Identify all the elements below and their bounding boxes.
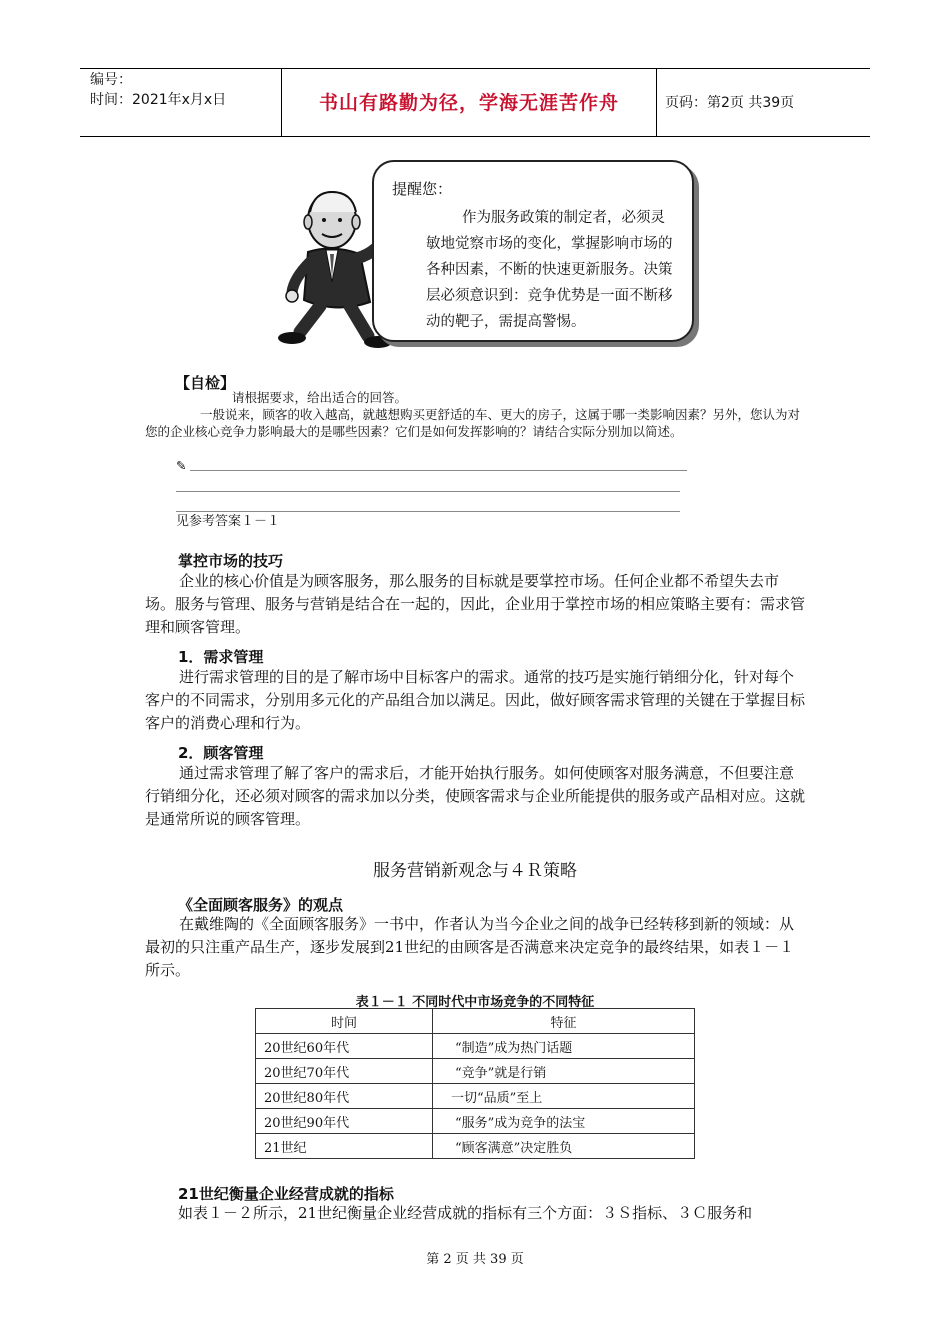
answer-reference: 见参考答案１－１ [176,514,281,529]
answer-line-1[interactable] [190,470,687,471]
table-cell-time: 20世纪80年代 [256,1084,433,1109]
customer-body: 通过需求管理了解了客户的需求后，才能开始执行服务。如何使顾客对服务满意，不但要注意行销细分化，还必须对顾客的需求加以分类，使顾客需求与企业所能提供的服务或产品相对应。这就是通常所说的顾客管理。 [145,764,806,828]
full-service-body: 在戴维陶的《全面顾客服务》一书中，作者认为当今企业之间的战争已经转移到新的领域：从最初的只注重产品生产，逐步发展到21世纪的由顾客是否满意来决定竞争的最终结果，如表１－１所示。 [145,915,795,979]
pen-icon: ✎ [176,458,187,473]
self-check-question: 一般说来，顾客的收入越高，就越想购买更舒适的车、更大的房子，这属于哪一类影响因素？另外，您认为对您的企业核心竞争力影响最大的是哪些因素？它们是如何发挥影响的？请结合实际分别加以简述。 [145,407,801,439]
section-market-title: 掌控市场的技巧 [178,552,284,570]
table-cell-feature: “顾客满意”决定胜负 [433,1134,695,1159]
table-cell-time: 21世纪 [256,1134,433,1159]
table-cell-time: 20世纪90年代 [256,1109,433,1134]
table-header-feature: 特征 [433,1009,695,1034]
page-footer: 第 2 页 共 39 页 [426,1252,524,1267]
header-meta [90,70,226,110]
table-header-row [256,1009,695,1034]
table-row [256,1034,695,1059]
header-divider-right [656,68,657,136]
table-header-time: 时间 [256,1009,433,1034]
table-row [256,1134,695,1159]
header-page-number: 页码：第2页 共39页 [665,95,795,111]
reminder-body: 作为服务政策的制定者，必须灵敏地觉察市场的变化，掌握影响市场的各种因素，不断的快速更新服务。决策层必须意识到：竞争优势是一面不断移动的靶子，需提高警惕。 [426,210,673,330]
full-service-title: 《全面顾客服务》的观点 [178,896,344,914]
header-bottom-rule [80,136,870,137]
answer-line-2[interactable] [176,491,680,492]
self-check-instruction: 请根据要求，给出适合的回答。 [232,390,408,405]
table-row [256,1109,695,1134]
table-caption: 表１－１ 不同时代中市场竞争的不同特征 [355,995,595,1010]
customer-title: 2．顾客管理 [178,744,264,762]
answer-line-3[interactable] [176,511,680,512]
table-cell-feature: “制造”成为热门话题 [433,1034,695,1059]
table-row [256,1084,695,1109]
reminder-text [426,205,676,335]
table-cell-time: 20世纪60年代 [256,1034,433,1059]
table-cell-feature: “服务”成为竞争的法宝 [433,1109,695,1134]
table-row [256,1059,695,1084]
table-cell-feature: “竞争”就是行销 [433,1059,695,1084]
demand-body: 进行需求管理的目的是了解市场中目标客户的需求。通常的技巧是实施行销细分化，针对每个客户的不同需求，分别用多元化的产品组合加以满足。因此，做好顾客需求管理的关键在于掌握目标客户的消费心理和行为。 [145,668,806,732]
reminder-title: 提醒您： [392,180,453,198]
indicators-title: 21世纪衡量企业经营成就的指标 [178,1185,394,1203]
header-top-rule [80,68,870,69]
self-check-title: 【自检】 [175,374,236,392]
chapter-title: 服务营销新观念与４Ｒ策略 [373,861,577,881]
demand-title: 1．需求管理 [178,648,264,666]
doc-number-label: 编号： [90,72,132,88]
competition-table [255,1008,695,1159]
indicators-body: 如表１－２所示，21世纪衡量企业经营成就的指标有三个方面：３Ｓ指标、３Ｃ服务和 [178,1204,753,1222]
header-motto: 书山有路勤为径，学海无涯苦作舟 [318,92,619,114]
doc-time-label: 时间：2021年x月x日 [90,92,227,108]
section-market-body: 企业的核心价值是为顾客服务，那么服务的目标就是要掌控市场。任何企业都不希望失去市场。服务与管理、服务与营销是结合在一起的，因此，企业用于掌控市场的相应策略主要有：需求管理和顾客管理。 [145,572,806,636]
table-cell-feature: 一切“品质”至上 [433,1084,695,1109]
table-cell-time: 20世纪70年代 [256,1059,433,1084]
